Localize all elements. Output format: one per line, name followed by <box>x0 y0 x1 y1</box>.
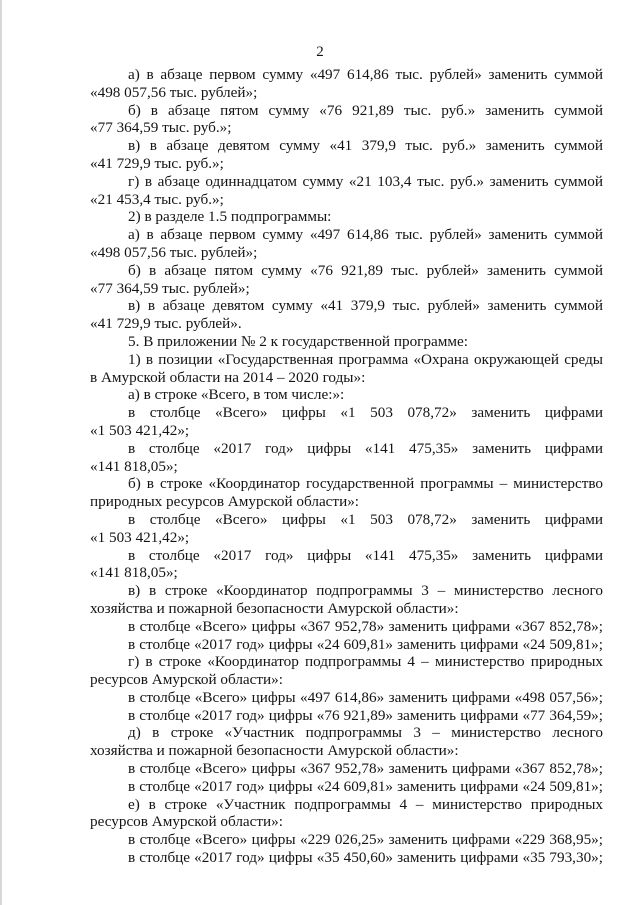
text-line: ресурсов Амурской области»: <box>90 671 283 689</box>
text-line: «41 729,9 тыс. руб.»; <box>90 154 224 172</box>
text-line: в столбце «2017 год» цифры «35 450,60» заменить цифрами «35 793,30»; <box>128 849 603 867</box>
text-line: в столбце «2017 год» цифры «141 475,35» заменить цифрами <box>128 546 603 564</box>
page-edge <box>0 0 2 905</box>
text-line: «41 729,9 тыс. рублей». <box>90 315 242 333</box>
text-line: «498 057,56 тыс. рублей»; <box>90 243 258 261</box>
text-line: в Амурской области на 2014 – 2020 годы»: <box>90 368 366 386</box>
text-line: 2) в разделе 1.5 подпрограммы: <box>128 208 332 226</box>
document-body <box>90 66 603 867</box>
text-line: «21 453,4 тыс. руб.»; <box>90 190 224 208</box>
text-line: е) в строке «Участник подпрограммы 4 – министерство природных <box>128 795 603 813</box>
text-line: в) в абзаце девятом сумму «41 379,9 тыс. руб.» заменить суммой <box>128 137 603 155</box>
text-line: «498 057,56 тыс. рублей»; <box>90 83 258 101</box>
text-line: в столбце «Всего» цифры «1 503 078,72» заменить цифрами <box>128 404 603 422</box>
text-line: в столбце «Всего» цифры «1 503 078,72» заменить цифрами <box>128 510 603 528</box>
text-line: д) в строке «Участник подпрограммы 3 – министерство лесного <box>128 724 603 742</box>
text-line: в столбце «2017 год» цифры «76 921,89» заменить цифрами «77 364,59»; <box>128 706 603 724</box>
text-line: «77 364,59 тыс. руб.»; <box>90 119 232 137</box>
text-line: в столбце «Всего» цифры «367 952,78» заменить цифрами «367 852,78»; <box>128 617 603 635</box>
text-line: природных ресурсов Амурской области»: <box>90 493 360 511</box>
text-line: а) в абзаце первом сумму «497 614,86 тыс. рублей» заменить суммой <box>128 226 603 244</box>
text-line: «1 503 421,42»; <box>90 528 190 546</box>
text-line: в столбце «Всего» цифры «497 614,86» заменить цифрами «498 057,56»; <box>128 688 603 706</box>
text-line: 5. В приложении № 2 к государственной программе: <box>128 332 468 350</box>
text-line: в столбце «Всего» цифры «229 026,25» заменить цифрами «229 368,95»; <box>128 831 603 849</box>
text-line: в столбце «Всего» цифры «367 952,78» заменить цифрами «367 852,78»; <box>128 760 603 778</box>
text-line: 1) в позиции «Государственная программа «Охрана окружающей среды <box>128 350 603 368</box>
text-line: б) в абзаце пятом сумму «76 921,89 тыс. рублей» заменить суммой <box>128 261 603 279</box>
text-line: хозяйства и пожарной безопасности Амурской области»: <box>90 742 459 760</box>
text-line: хозяйства и пожарной безопасности Амурской области»: <box>90 599 459 617</box>
text-line: «1 503 421,42»; <box>90 421 190 439</box>
text-line: «77 364,59 тыс. рублей»; <box>90 279 250 297</box>
text-line: а) в строке «Всего, в том числе:»: <box>128 386 345 404</box>
text-line: б) в абзаце пятом сумму «76 921,89 тыс. руб.» заменить суммой <box>128 101 603 119</box>
text-line: г) в строке «Координатор подпрограммы 4 – министерство природных <box>128 653 603 671</box>
text-line: в столбце «2017 год» цифры «141 475,35» заменить цифрами <box>128 439 603 457</box>
text-line: в столбце «2017 год» цифры «24 609,81» заменить цифрами «24 509,81»; <box>128 635 603 653</box>
text-line: г) в абзаце одиннадцатом сумму «21 103,4 тыс. руб.» заменить суммой <box>128 172 603 190</box>
text-line: «141 818,05»; <box>90 564 178 582</box>
text-line: а) в абзаце первом сумму «497 614,86 тыс. рублей» заменить суммой <box>128 66 603 83</box>
text-line: «141 818,05»; <box>90 457 178 475</box>
text-line: в столбце «2017 год» цифры «24 609,81» заменить цифрами «24 509,81»; <box>128 777 603 795</box>
text-line: б) в строке «Координатор государственной программы – министерство <box>128 475 603 493</box>
page-number: 2 <box>316 44 324 60</box>
text-line: ресурсов Амурской области»: <box>90 813 283 831</box>
text-line: в) в строке «Координатор подпрограммы 3 – министерство лесного <box>128 582 603 600</box>
text-line: в) в абзаце девятом сумму «41 379,9 тыс. рублей» заменить суммой <box>128 297 603 315</box>
